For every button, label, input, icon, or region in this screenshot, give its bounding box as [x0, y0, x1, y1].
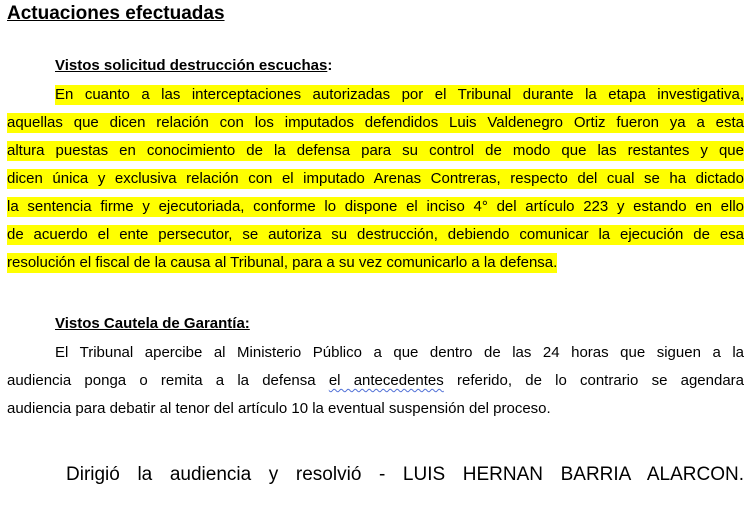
document-title: Actuaciones efectuadas — [7, 3, 225, 24]
paragraph-line — [7, 249, 744, 277]
paragraph-line — [7, 109, 744, 137]
section-heading-colon: : — [327, 57, 333, 74]
line-text: audiencia ponga o remita a la defensa — [7, 372, 329, 389]
section-heading-cautela-text: Vistos Cautela de Garantía: — [55, 315, 250, 332]
highlight-band — [7, 169, 744, 189]
highlight-band — [55, 85, 744, 105]
paragraph-line — [7, 137, 744, 165]
highlight-band — [7, 225, 744, 245]
paragraph-line — [7, 367, 744, 395]
section-heading-destruccion — [55, 56, 332, 76]
section-heading-cautela — [55, 314, 250, 334]
highlighted-text: de acuerdo el ente persecutor, se autoriza su destrucción, debiendo comunicar la ejecución de esa — [7, 226, 744, 244]
highlighted-text: altura puestas en conocimiento de la defensa para su control de modo que las restantes y que — [7, 142, 744, 160]
paragraph-line — [7, 221, 744, 249]
highlight-band — [7, 141, 744, 161]
section-heading-destruccion-text: Vistos solicitud destrucción escuchas — [55, 57, 328, 74]
highlight-band — [7, 113, 744, 133]
paragraph-line — [7, 81, 744, 109]
highlighted-text: En cuanto a las interceptaciones autorizadas por el Tribunal durante la etapa investigativa, — [55, 86, 744, 104]
highlighted-text: aquellas que dicen relación con los imputados defendidos Luis Valdenegro Ortiz fueron ya a esta — [7, 114, 744, 132]
grammar-flagged-text[interactable]: el antecedentes — [328, 372, 444, 389]
paragraph-cautela — [7, 339, 744, 423]
highlighted-text: la sentencia firme y ejecutoriada, conforme lo dispone el inciso 4° del artículo 223 y estando en ello — [7, 198, 744, 216]
highlighted-text: resolución el fiscal de la causa al Tribunal, para a su vez comunicarlo a la defensa. — [7, 254, 558, 272]
highlight-band — [7, 197, 744, 217]
highlighted-text: dicen única y exclusiva relación con el imputado Arenas Contreras, respecto del cual se ha dictado — [7, 170, 744, 188]
signature-line: Dirigió la audiencia y resolvió - LUIS HERNAN BARRIA ALARCON. — [66, 464, 744, 485]
paragraph-destruccion — [7, 81, 744, 277]
highlight-band — [7, 253, 557, 273]
paragraph-line — [7, 193, 744, 221]
paragraph-line: audiencia para debatir al tenor del artículo 10 la eventual suspensión del proceso. — [7, 400, 551, 417]
paragraph-line: El Tribunal apercibe al Ministerio Público a que dentro de las 24 horas que siguen a la — [55, 344, 744, 361]
line-text: referido, de lo contrario se agendara — [443, 372, 745, 389]
paragraph-line — [7, 165, 744, 193]
